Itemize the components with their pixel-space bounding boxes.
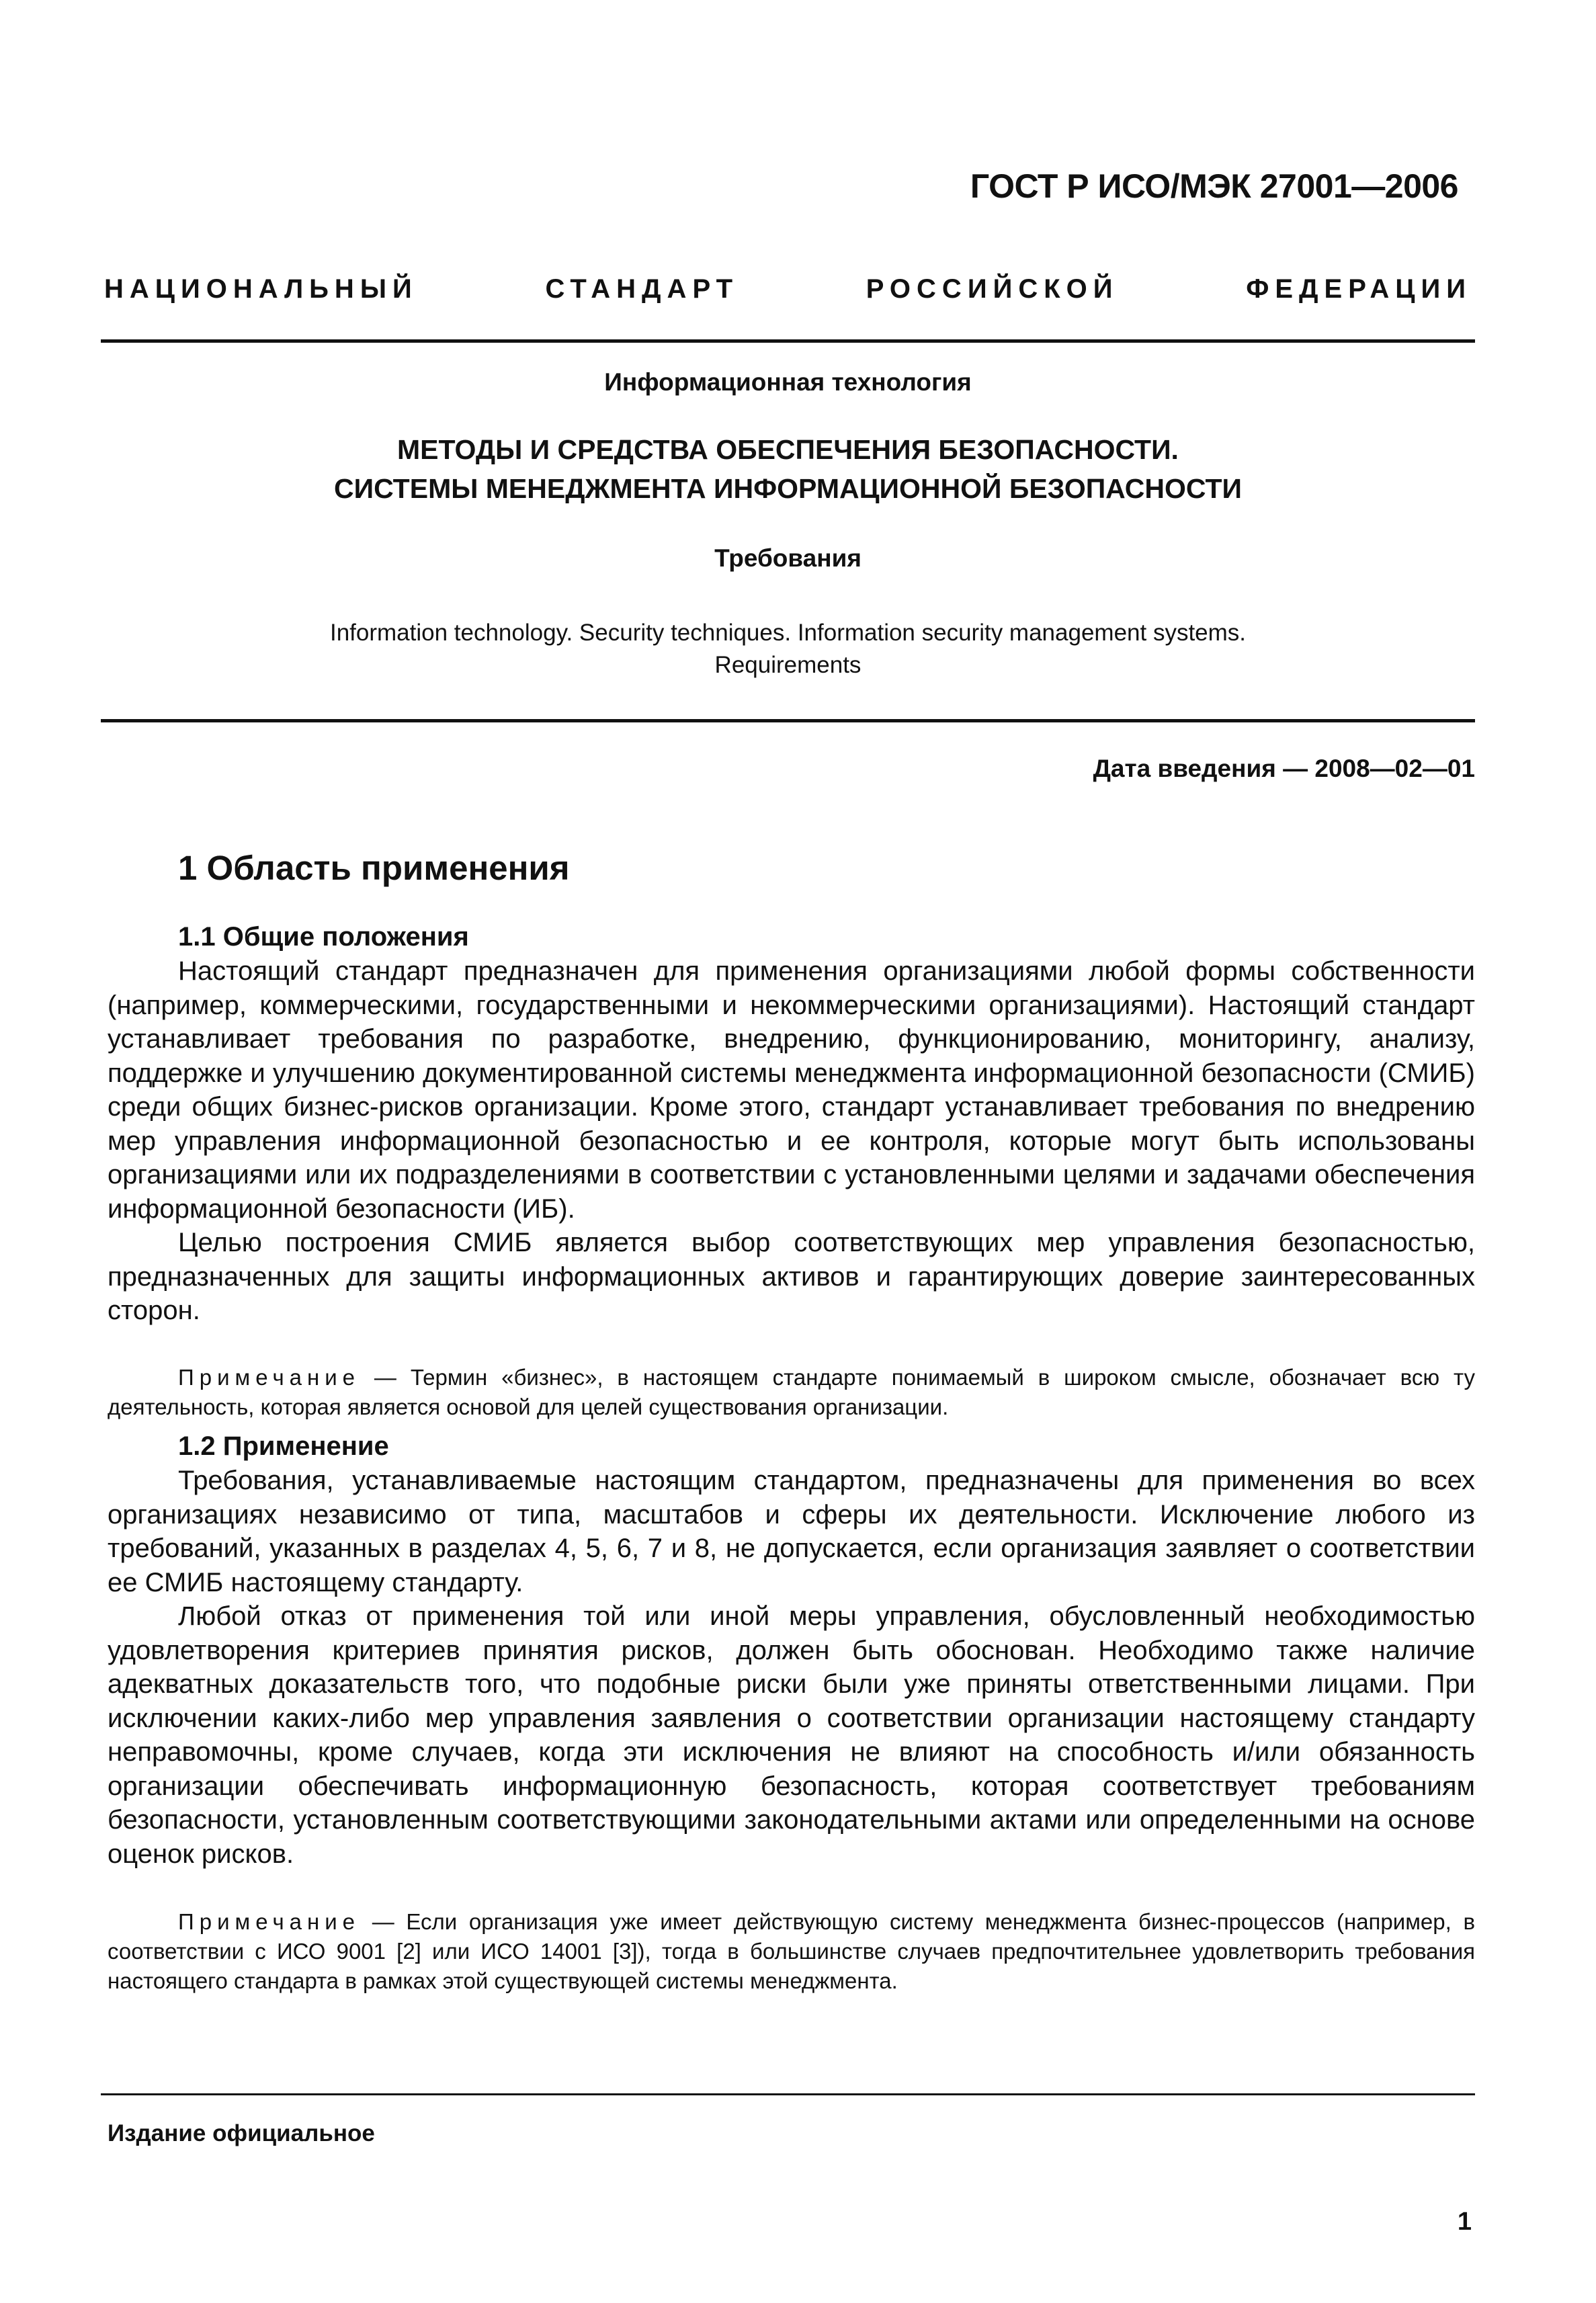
note-label: Примечание [178, 1365, 361, 1390]
note-text: — Термин «бизнес», в настоящем стандарте понимаемый в широком смысле, обозначает всю ту деятельность, которая является основой для целей существования организации. [108, 1365, 1475, 1419]
document-designation: ГОСТ Р ИСО/МЭК 27001—2006 [970, 167, 1458, 205]
header-rule [101, 339, 1475, 343]
title-line-2: СИСТЕМЫ МЕНЕДЖМЕНТА ИНФОРМАЦИОННОЙ БЕЗОПАСНОСТИ [334, 473, 1242, 504]
national-standard-line: НАЦИОНАЛЬНЫЙ СТАНДАРТ РОССИЙСКОЙ ФЕДЕРАЦИИ [104, 274, 1472, 304]
subsection-heading-1-1: 1.1 Общие положения [178, 922, 469, 952]
official-edition: Издание официальное [108, 2120, 375, 2146]
effective-date: Дата введения — 2008—02—01 [1093, 755, 1475, 782]
footer-rule [101, 2093, 1475, 2095]
paragraph-1-2-a: Требования, устанавливаемые настоящим стандартом, предназначены для применения во всех организациях независимо от типа, масштабов и сферы их деятельности. Исключение любого из требований, указанных в разделах 4, 5, 6, 7 и 8, не допускается, если организация заявляет о соответствии ее СМИБ настоящему стандарту. [108, 1466, 1475, 1597]
standard-title [101, 430, 1475, 508]
paragraph-1-2-b: Любой отказ от применения той или иной меры управления, обусловленный необходимостью удовлетворения критериев принятия рисков, должен быть обоснован. Необходимо также наличие адекватных доказательств того, что подобные риски были уже приняты ответственными лицами. При исключении каких-либо мер управления заявления о соответствии организации настоящему стандарту неправомочны, кроме случаев, когда эти исключения не влияют на способность и/или обязанность организации обеспечивать информационную безопасность, которая соответствует требованиям безопасности, установленным соответствующими законодательными актами или определенными на основе оценок рисков. [108, 1601, 1475, 1869]
note-1-1 [108, 1363, 1475, 1422]
subsection-heading-1-2: 1.2 Применение [178, 1431, 389, 1461]
english-title [101, 617, 1475, 681]
english-title-line-1: Information technology. Security techniques. Information security management systems. [329, 620, 1247, 646]
note-text: — Если организация уже имеет действующую систему менеджмента бизнес-процессов (например, в соответствии с ИСО 9001 [2] или ИСО 14001 [3]), тогда в большинстве случаев предпочтительнее удовлетворить требования настоящего стандарта в рамках этой существующей системы менеджмента. [108, 1909, 1475, 1993]
page-number: 1 [1457, 2208, 1472, 2236]
note-label: Примечание [178, 1909, 361, 1934]
standard-subtitle: Требования [714, 544, 862, 572]
note-1-2 [108, 1907, 1475, 1996]
paragraph-1-1-b: Целью построения СМИБ является выбор соответствующих мер управления безопасностью, предназначенных для защиты информационных активов и гарантирующих доверие заинтересованных сторон. [108, 1228, 1475, 1325]
english-title-line-2: Requirements [714, 652, 862, 678]
section-heading: 1 Область применения [178, 849, 570, 887]
title-line-1: МЕТОДЫ И СРЕДСТВА ОБЕСПЕЧЕНИЯ БЕЗОПАСНОСТИ. [397, 434, 1179, 465]
title-rule [101, 719, 1475, 722]
paragraph-1-1-a: Настоящий стандарт предназначен для применения организациями любой формы собственности (например, коммерческими, государственными и некоммерческими организациями). Настоящий стандарт устанавливает требования по разработке, внедрению, функционированию, мониторингу, анализу, поддержке и улучшению документированной системы менеджмента информационной безопасности (СМИБ) среди общих бизнес-рисков организации. Кроме этого, стандарт устанавливает требования по внедрению мер управления информационной безопасностью и ее контроля, которые могут быть использованы организациями или их подразделениями в соответствии с установленными целями и задачами обеспечения информационной безопасности (ИБ). [108, 956, 1475, 1224]
standard-subject: Информационная технология [604, 368, 972, 396]
